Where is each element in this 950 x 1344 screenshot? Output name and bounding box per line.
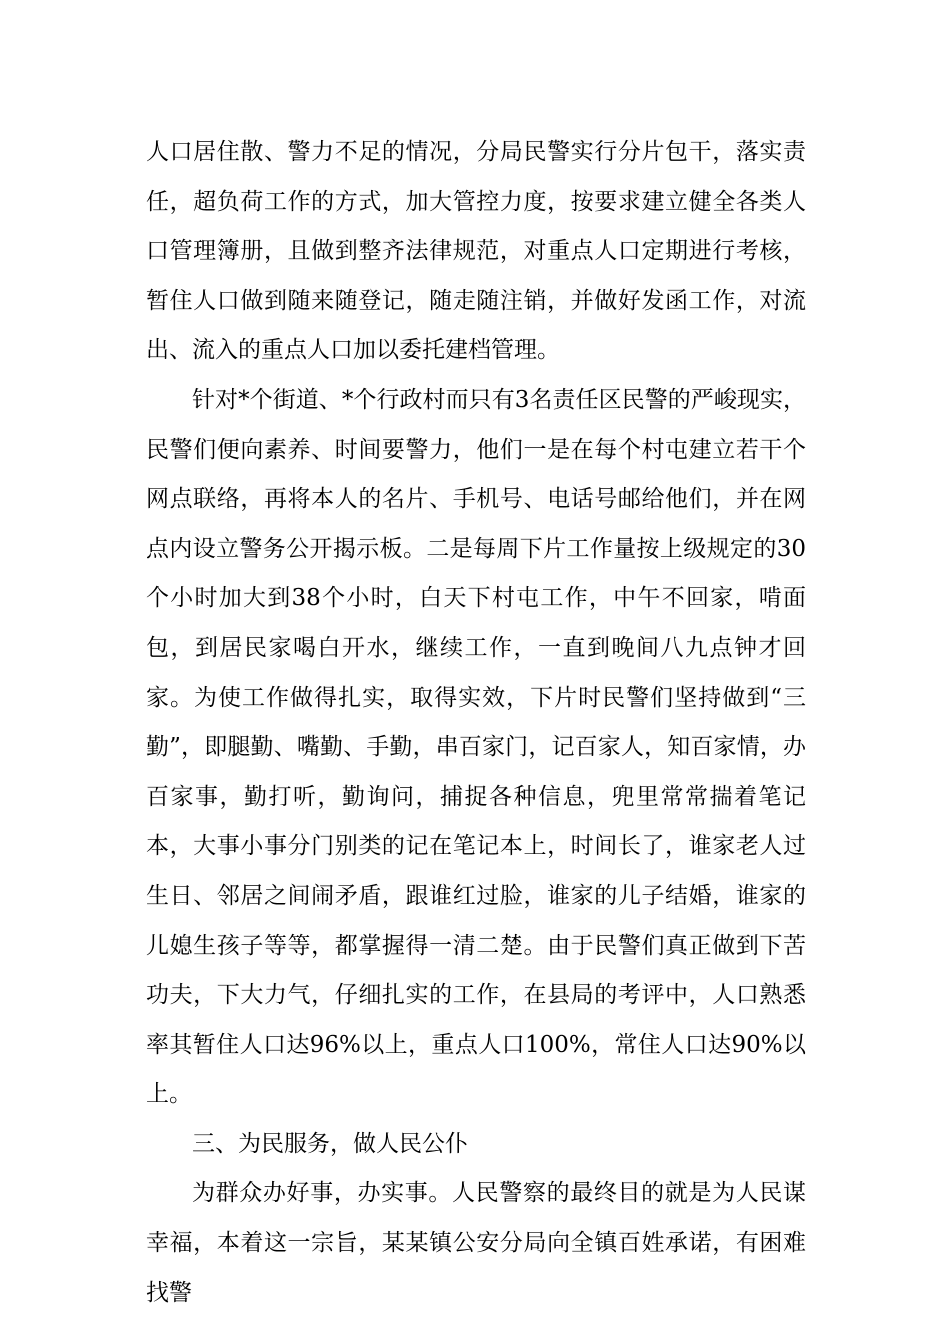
body-text <box>146 128 806 1318</box>
paragraph-1: 人口居住散、警力不足的情况，分局民警实行分片包干，落实责任，超负荷工作的方式，加大管控力度，按要求建立健全各类人口管理簿册，且做到整齐法律规范，对重点人口定期进行考核，暂住人口做到随来随登记，随走随注销，并做好发函工作，对流出、流入的重点人口加以委托建档管理。 <box>146 139 806 364</box>
paragraph-2: 针对*个街道、*个行政村而只有3名责任区民警的严峻现实，民警们便向素养、时间要警力，他们一是在每个村屯建立若干个网点联络，再将本人的名片、手机号、电话号邮给他们，并在网点内设立警务公开揭示板。二是每周下片工作量按上级规定的30个小时加大到38个小时，白天下村屯工作，中午不回家，啃面包，到居民家喝白开水，继续工作，一直到晚间八九点钟才回家。为使工作做得扎实，取得实效，下片时民警们坚持做到“三勤”，即腿勤、嘴勤、手勤，串百家门，记百家人，知百家情，办百家事，勤打听，勤询问，捕捉各种信息，兜里常常揣着笔记本，大事小事分门别类的记在笔记本上，时间长了，谁家老人过生日、邻居之间闹矛盾，跟谁红过脸，谁家的儿子结婚，谁家的儿媳生孩子等等，都掌握得一清二楚。由于民警们真正做到下苦功夫，下大力气，仔细扎实的工作，在县局的考评中，人口熟悉率其暂住人口达96%以上，重点人口100%，常住人口达90%以上。 <box>146 386 806 1108</box>
section-heading: 三、为民服务，做人民公仆 <box>192 1130 468 1157</box>
paragraph-3: 为群众办好事，办实事。人民警察的最终目的就是为人民谋幸福，本着这一宗旨，某某镇公安分局向全镇百姓承诺，有困难找警 <box>146 1180 806 1306</box>
